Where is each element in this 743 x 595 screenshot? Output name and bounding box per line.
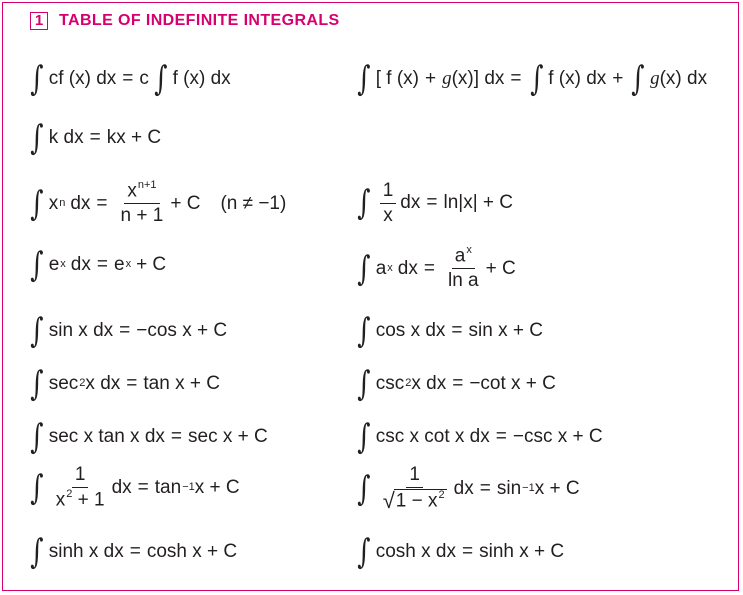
denominator — [380, 488, 450, 514]
result-rest: x + C — [194, 476, 240, 498]
equals-sign: = — [96, 192, 108, 214]
plus-sign: + — [612, 68, 624, 89]
power-base: e — [48, 254, 60, 275]
integral-sign: ∫ — [357, 532, 371, 572]
result: sinh x + C — [479, 541, 565, 562]
formula-exponential-e — [28, 245, 167, 285]
integral-sign: ∫ — [30, 417, 44, 457]
result: ln|x| + C — [443, 192, 514, 214]
equals-sign: = — [426, 192, 438, 214]
function-name: tan — [154, 476, 182, 498]
integral-sign: ∫ — [529, 59, 544, 99]
constant-term: + C — [485, 257, 516, 279]
integral-sign: ∫ — [357, 248, 371, 289]
equals-sign: = — [96, 254, 108, 275]
result: −cos x + C — [136, 320, 228, 341]
power-exponent: x — [125, 258, 132, 270]
integral-sign: ∫ — [30, 245, 44, 285]
integrand: cf (x) dx — [48, 68, 117, 89]
formula-cosecant-squared — [355, 364, 556, 404]
equals-sign: = — [510, 68, 522, 89]
integrand: csc x cot x dx — [375, 426, 490, 447]
equals-sign: = — [495, 426, 507, 447]
integral-sign: ∫ — [30, 364, 44, 404]
differential: dx — [111, 476, 132, 498]
power-exponent: 2 — [405, 377, 412, 389]
formula-exponential-a — [355, 245, 516, 292]
equals-sign: = — [122, 68, 134, 89]
power-base: a — [375, 257, 387, 279]
integrand: k dx — [48, 127, 84, 148]
function-name: sec — [48, 373, 79, 394]
plus-sign: + — [425, 68, 437, 89]
formula-cosine — [355, 311, 543, 351]
equals-sign: = — [119, 320, 131, 341]
table-header — [30, 12, 340, 30]
formula-arcsine — [355, 464, 580, 514]
equals-sign: = — [452, 373, 464, 394]
numerator: 1 — [72, 464, 89, 488]
power-exponent: x — [60, 258, 66, 270]
integrand: f (x) dx — [548, 68, 607, 89]
numerator: 1 — [406, 464, 423, 488]
integrand: sin x dx — [48, 320, 114, 341]
result: tan x + C — [143, 373, 220, 394]
integrand: sec x tan x dx — [48, 426, 165, 447]
constant-term: + C — [170, 192, 201, 214]
equals-sign: = — [129, 541, 141, 562]
integral-sign: ∫ — [357, 311, 371, 351]
table-title: TABLE OF INDEFINITE INTEGRALS — [59, 12, 340, 29]
numerator: $x^{n+1}$ — [124, 180, 159, 204]
differential: dx — [70, 192, 91, 214]
result-rest: x + C — [534, 477, 580, 499]
formula-arctangent — [28, 464, 240, 511]
condition: (n ≠ −1) — [220, 192, 287, 214]
formula-constant-multiple — [28, 59, 231, 99]
square-root — [383, 489, 447, 512]
power-exponent: −1 — [522, 481, 535, 494]
differential: dx — [397, 257, 418, 279]
fraction — [53, 464, 108, 511]
integrand: cos x dx — [375, 320, 446, 341]
constant-term: + C — [136, 254, 167, 275]
fraction — [380, 180, 397, 227]
formula-hyperbolic-sine — [28, 532, 238, 572]
power-base: x — [48, 192, 59, 214]
formula-secant-squared — [28, 364, 220, 404]
equals-sign: = — [479, 477, 491, 499]
formula-power-rule — [28, 180, 286, 227]
denominator: n + 1 — [120, 205, 164, 227]
section-badge: 1 — [30, 12, 48, 30]
fraction — [380, 464, 450, 514]
integral-sign: ∫ — [154, 59, 168, 99]
fraction — [445, 245, 482, 292]
result: −cot x + C — [469, 373, 556, 394]
result: kx + C — [106, 127, 162, 148]
equals-sign: = — [423, 257, 435, 279]
function-g: g — [650, 68, 660, 89]
result: sin x + C — [468, 320, 543, 341]
integral-sign: ∫ — [631, 59, 645, 99]
denominator: ln a — [447, 270, 479, 292]
integrand-rest: x dx — [411, 373, 447, 394]
integral-sign: ∫ — [30, 467, 44, 508]
formula-constant — [28, 118, 162, 158]
integral-sign: ∫ — [30, 118, 44, 158]
numerator: $a^x$ — [452, 245, 475, 269]
integrand-part: (x)] dx — [451, 68, 505, 89]
formula-sum-rule — [355, 59, 708, 99]
equals-sign: = — [451, 320, 463, 341]
integrand: sinh x dx — [48, 541, 124, 562]
function-name: csc — [375, 373, 405, 394]
integral-sign: ∫ — [30, 183, 44, 224]
result: cosh x + C — [146, 541, 238, 562]
formula-sec-tan — [28, 417, 268, 457]
integral-sign: ∫ — [30, 532, 44, 572]
integral-sign: ∫ — [357, 417, 371, 457]
radicand: $1 - x^2$ — [395, 488, 445, 512]
denominator: $x^2 + 1$ — [55, 487, 105, 511]
function-g: g — [442, 68, 452, 89]
equals-sign: = — [137, 476, 149, 498]
integral-sign: ∫ — [30, 311, 44, 351]
power-exponent: −1 — [182, 480, 195, 493]
equals-sign: = — [126, 373, 138, 394]
power-exponent: 2 — [79, 377, 86, 389]
equals-sign: = — [89, 127, 101, 148]
integral-sign: ∫ — [357, 364, 371, 404]
formula-hyperbolic-cosine — [355, 532, 565, 572]
integrand-rest: x dx — [85, 373, 121, 394]
function-name: sin — [496, 477, 522, 499]
result: sec x + C — [188, 426, 268, 447]
integrand: cosh x dx — [375, 541, 456, 562]
integral-sign: ∫ — [357, 59, 371, 99]
power-base: e — [113, 254, 125, 275]
differential: dx — [70, 254, 91, 275]
fraction — [118, 180, 167, 227]
integrand: f (x) dx — [172, 68, 231, 89]
integrand-part: [ f (x) — [375, 68, 419, 89]
constant-factor: c — [139, 68, 149, 89]
radical-sign: √ — [382, 488, 395, 514]
formula-sine — [28, 311, 228, 351]
differential: dx — [453, 477, 474, 499]
result: −csc x + C — [512, 426, 603, 447]
formula-reciprocal — [355, 180, 513, 227]
formula-csc-cot — [355, 417, 603, 457]
integrand-part: (x) dx — [659, 68, 708, 89]
integral-sign: ∫ — [357, 468, 371, 509]
denominator: x — [383, 204, 393, 226]
power-exponent: x — [387, 261, 393, 274]
differential: dx — [400, 192, 421, 214]
numerator: 1 — [380, 180, 397, 204]
integral-sign: ∫ — [30, 59, 44, 99]
power-exponent: n — [59, 196, 66, 209]
integral-sign: ∫ — [357, 183, 371, 224]
equals-sign: = — [170, 426, 182, 447]
equals-sign: = — [461, 541, 474, 562]
